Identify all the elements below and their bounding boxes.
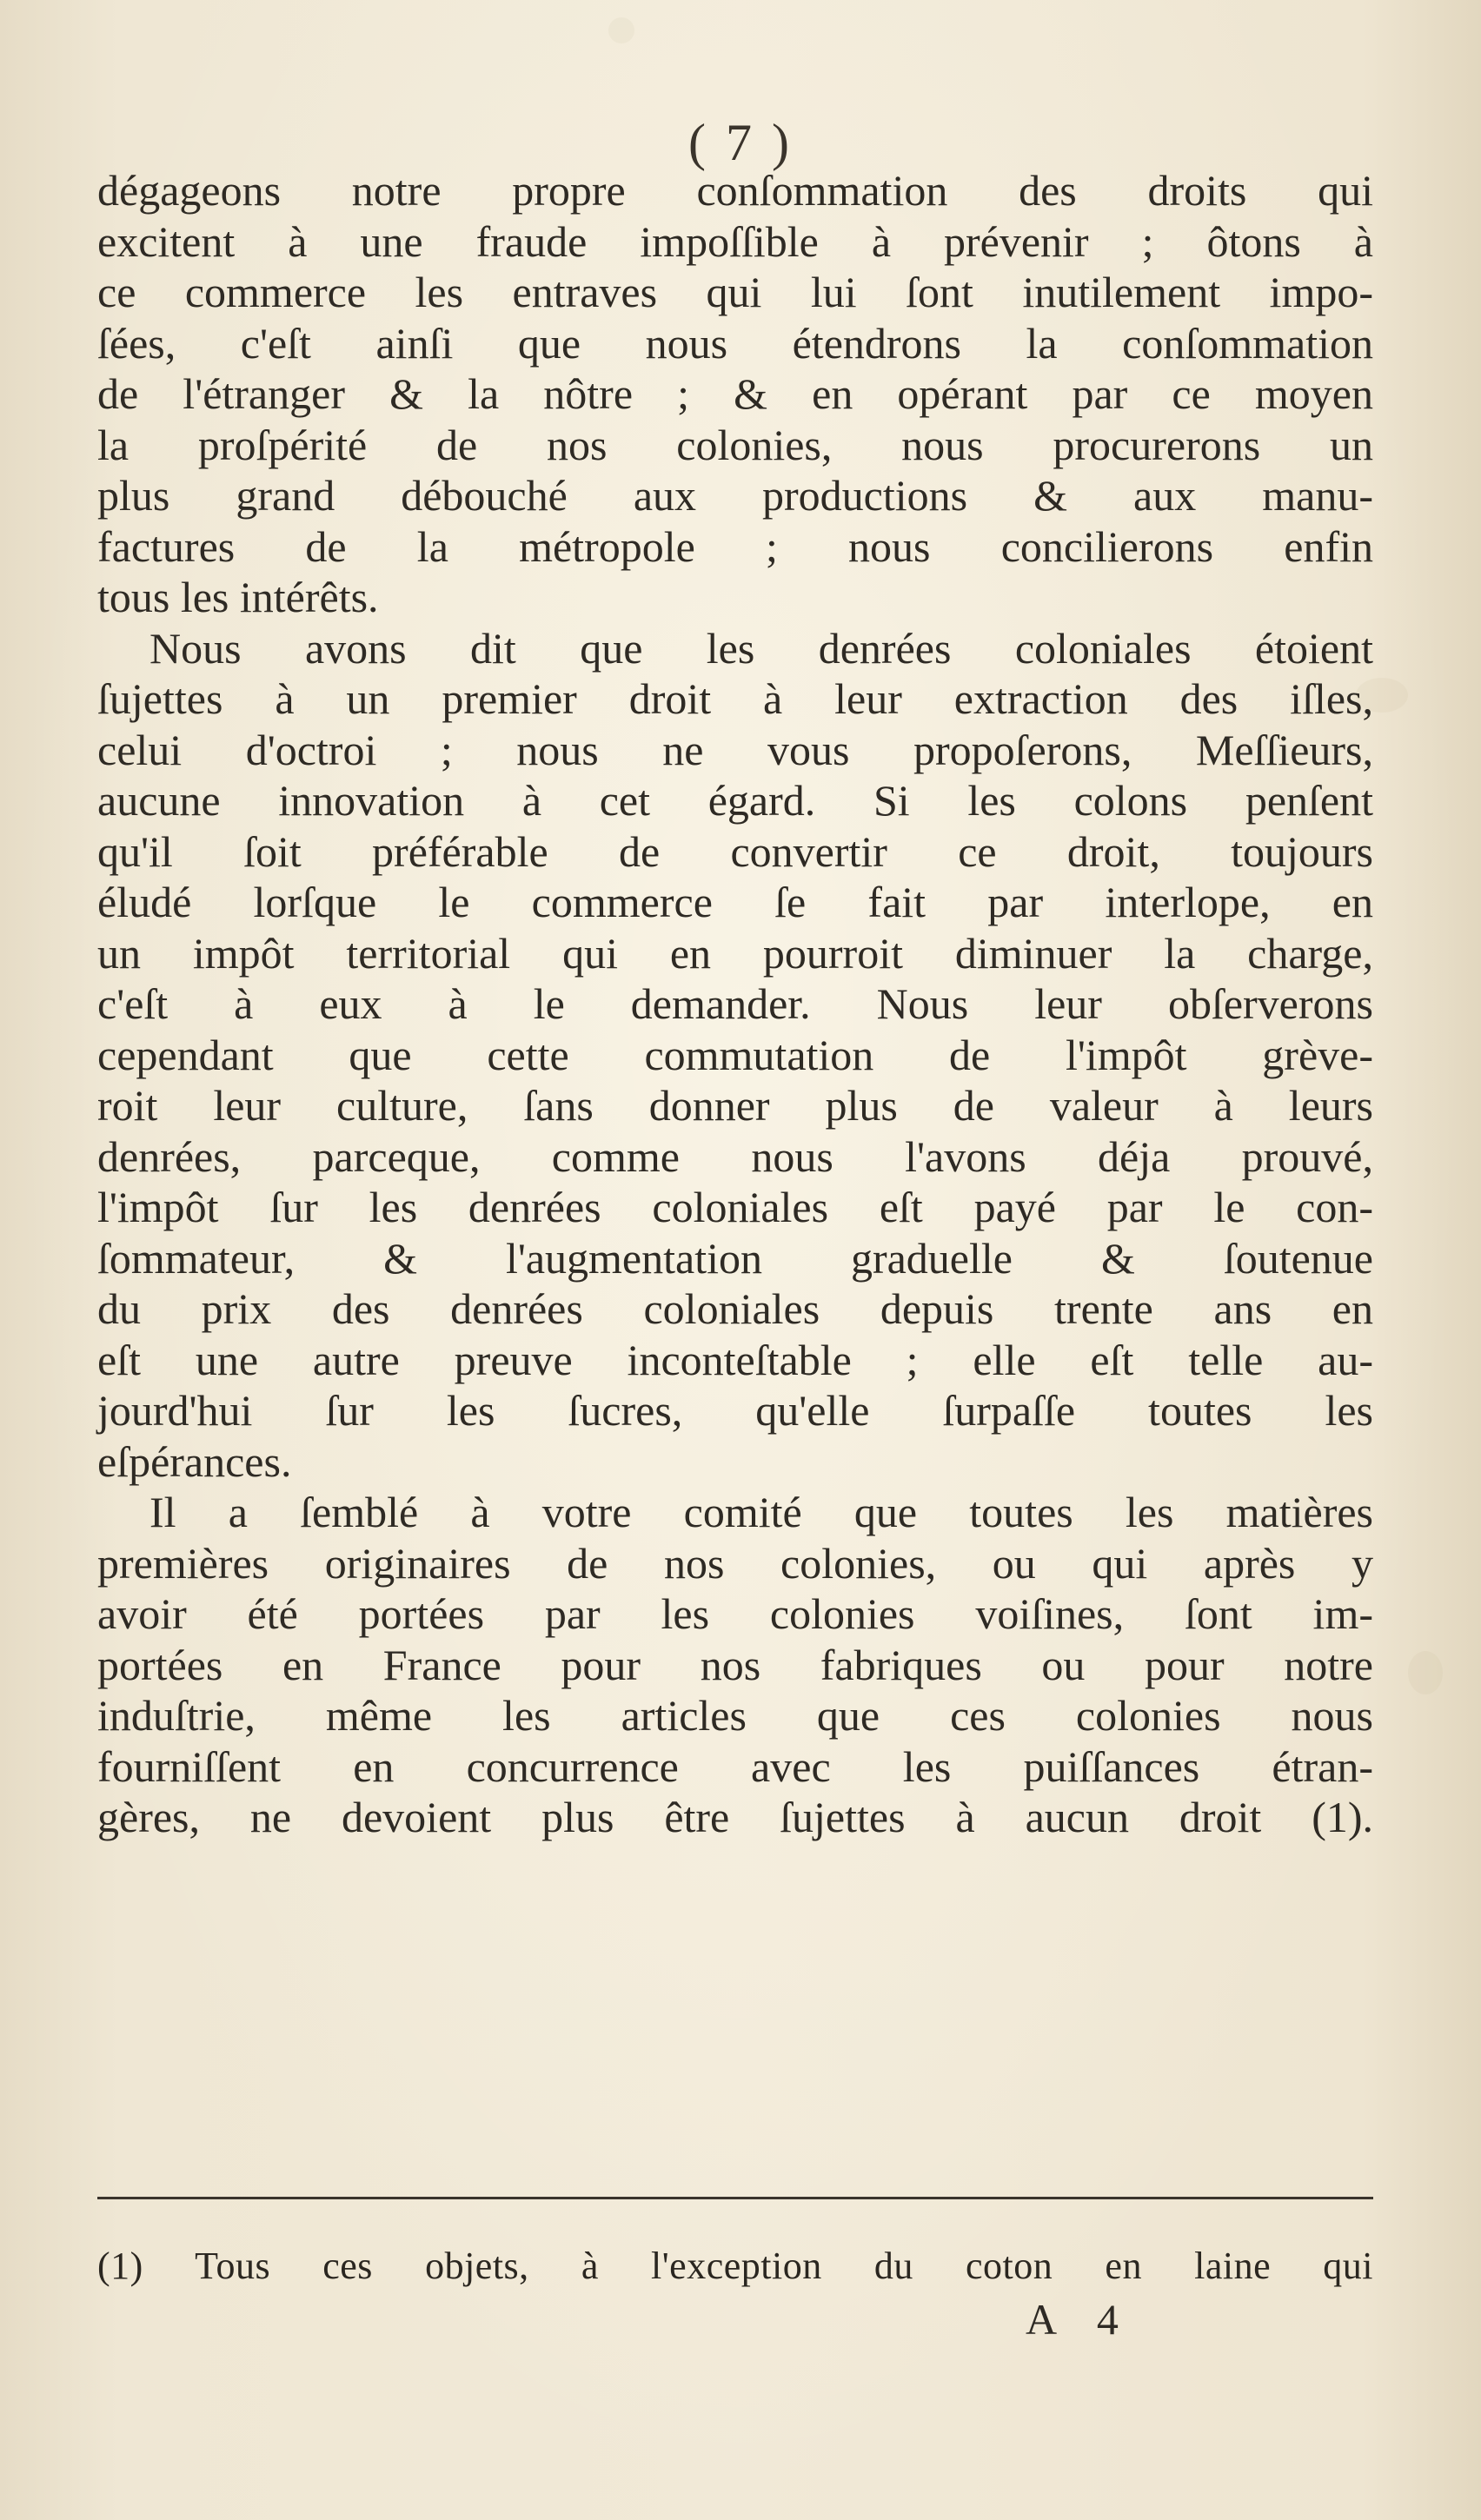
text-line: du prix des denrées coloniales depuis trente ans en [97,1284,1373,1333]
page-number: ( 7 ) [688,114,793,171]
text-line: ſées, c'eſt ainſi que nous étendrons la conſommation [97,318,1373,368]
text-line: c'eſt à eux à le demander. Nous leur obſerverons [97,979,1373,1028]
text-line: qu'il ſoit préférable de convertir ce droit, toujours [97,826,1373,876]
text-line: un impôt territorial qui en pourroit diminuer la charge, [97,928,1373,978]
text-line: tous les intérêts. [97,573,379,621]
text-line: Il a ſemblé à votre comité que toutes les matières [149,1488,1373,1536]
text-line: celui d'octroi ; nous ne vous propoſerons, Meſſieurs, [97,725,1373,774]
text-line: induſtrie, même les articles que ces colonies nous [97,1691,1373,1740]
text-line: éludé lorſque le commerce ſe fait par interlope, en [97,878,1373,926]
text-line: dégageons notre propre conſommation des droits qui [97,166,1373,215]
paper-stain [608,17,634,43]
text-line: factures de la métropole ; nous concilierons enfin [97,521,1373,571]
text-line: aucune innovation à cet égard. Si les colons penſent [97,776,1373,825]
text-line: denrées, parceque, comme nous l'avons déja prouvé, [97,1131,1373,1181]
text-line: eſt une autre preuve inconteſtable ; elle eſt telle au- [97,1335,1373,1384]
text-line: Nous avons dit que les denrées coloniales étoient [149,623,1373,673]
text-line: de l'étranger & la nôtre ; & en opérant par ce moyen [97,369,1373,418]
text-line: portées en France pour nos fabriques ou pour notre [97,1640,1373,1689]
footnote: (1) Tous ces objets, à l'exception du coton en laine qui [97,2245,1373,2287]
text-line: excitent à une fraude impoſſible à prévenir ; ôtons à [97,216,1373,266]
text-line: gères, ne devoient plus être ſujettes à aucun droit (1). [97,1793,1373,1841]
text-line: plus grand débouché aux productions & aux manu- [97,471,1373,520]
text-line: eſpérances. [97,1436,292,1486]
text-line: fourniſſent en concurrence avec les puiſſances étran- [97,1741,1373,1791]
text-line: ſommateur, & l'augmentation graduelle & ſoutenue [97,1233,1373,1283]
body-text [97,165,1373,1843]
text-line: la proſpérité de nos colonies, nous procurerons un [97,420,1373,469]
text-line: roit leur culture, ſans donner plus de valeur à leurs [97,1081,1373,1130]
text-line: premières originaires de nos colonies, ou qui après y [97,1538,1373,1588]
paper-stain [1408,1651,1443,1694]
text-line: cependant que cette commutation de l'impôt grève- [97,1030,1373,1079]
text-line: ſujettes à un premier droit à leur extraction des iſles, [97,674,1373,723]
footnote-divider [97,2197,1373,2199]
text-line: ce commerce les entraves qui lui ſont inutilement impo- [97,268,1373,316]
text-line: jourd'hui ſur les ſucres, qu'elle ſurpaſſe toutes les [97,1386,1373,1435]
signature-mark: A 4 [1026,2295,1134,2344]
text-line: l'impôt ſur les denrées coloniales eſt payé par le con- [97,1183,1373,1231]
text-line: avoir été portées par les colonies voiſines, ſont im- [97,1589,1373,1638]
